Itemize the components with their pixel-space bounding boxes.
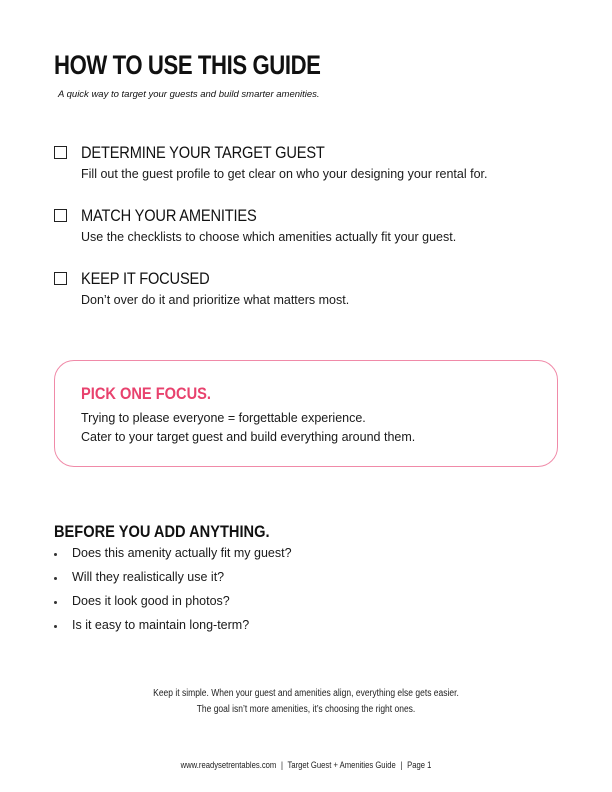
list-item-text: Will they realistically use it? bbox=[72, 570, 225, 584]
list-item-text: Is it easy to maintain long-term? bbox=[72, 618, 250, 632]
list-item-text: Does it look good in photos? bbox=[72, 594, 230, 608]
before-section-heading: BEFORE YOU ADD ANYTHING. bbox=[54, 522, 270, 541]
page-title: HOW TO USE THIS GUIDE bbox=[54, 50, 321, 80]
page-subtitle: A quick way to target your guests and build smarter amenities. bbox=[58, 89, 320, 100]
step-3-heading: KEEP IT FOCUSED bbox=[81, 269, 210, 288]
closing-line-2: The goal isn’t more amenities, it’s choosing the right ones. bbox=[196, 704, 416, 715]
step-2-description: Use the checklists to choose which amenities actually fit your guest. bbox=[81, 230, 457, 244]
step-1-description: Fill out the guest profile to get clear on who your designing your rental for. bbox=[81, 167, 488, 181]
step-2-heading: MATCH YOUR AMENITIES bbox=[81, 206, 257, 225]
footer-guide-name: Target Guest + Amenities Guide bbox=[287, 760, 396, 770]
focus-line-1: Trying to please everyone = forgettable experience. bbox=[81, 411, 366, 425]
step-3-checkbox[interactable] bbox=[54, 272, 67, 285]
footer-page-number: Page 1 bbox=[407, 760, 432, 770]
step-1-checkbox[interactable] bbox=[54, 146, 67, 159]
focus-heading: PICK ONE FOCUS. bbox=[81, 384, 211, 403]
bullet-icon bbox=[54, 553, 57, 556]
bullet-icon bbox=[54, 625, 57, 628]
step-1-heading: DETERMINE YOUR TARGET GUEST bbox=[81, 143, 325, 162]
step-3-description: Don’t over do it and prioritize what matters most. bbox=[81, 293, 350, 307]
footer-separator: | bbox=[280, 760, 283, 770]
footer-website-link[interactable]: www.readysetrentables.com bbox=[180, 760, 277, 770]
step-2-checkbox[interactable] bbox=[54, 209, 67, 222]
footer-separator: | bbox=[400, 760, 403, 770]
focus-line-2: Cater to your target guest and build everything around them. bbox=[81, 430, 416, 444]
list-item-text: Does this amenity actually fit my guest? bbox=[72, 546, 292, 560]
focus-callout-box bbox=[54, 360, 558, 467]
page-footer bbox=[46, 760, 566, 770]
bullet-icon bbox=[54, 601, 57, 604]
closing-line-1: Keep it simple. When your guest and amenities align, everything else gets easier. bbox=[153, 688, 459, 699]
bullet-icon bbox=[54, 577, 57, 580]
